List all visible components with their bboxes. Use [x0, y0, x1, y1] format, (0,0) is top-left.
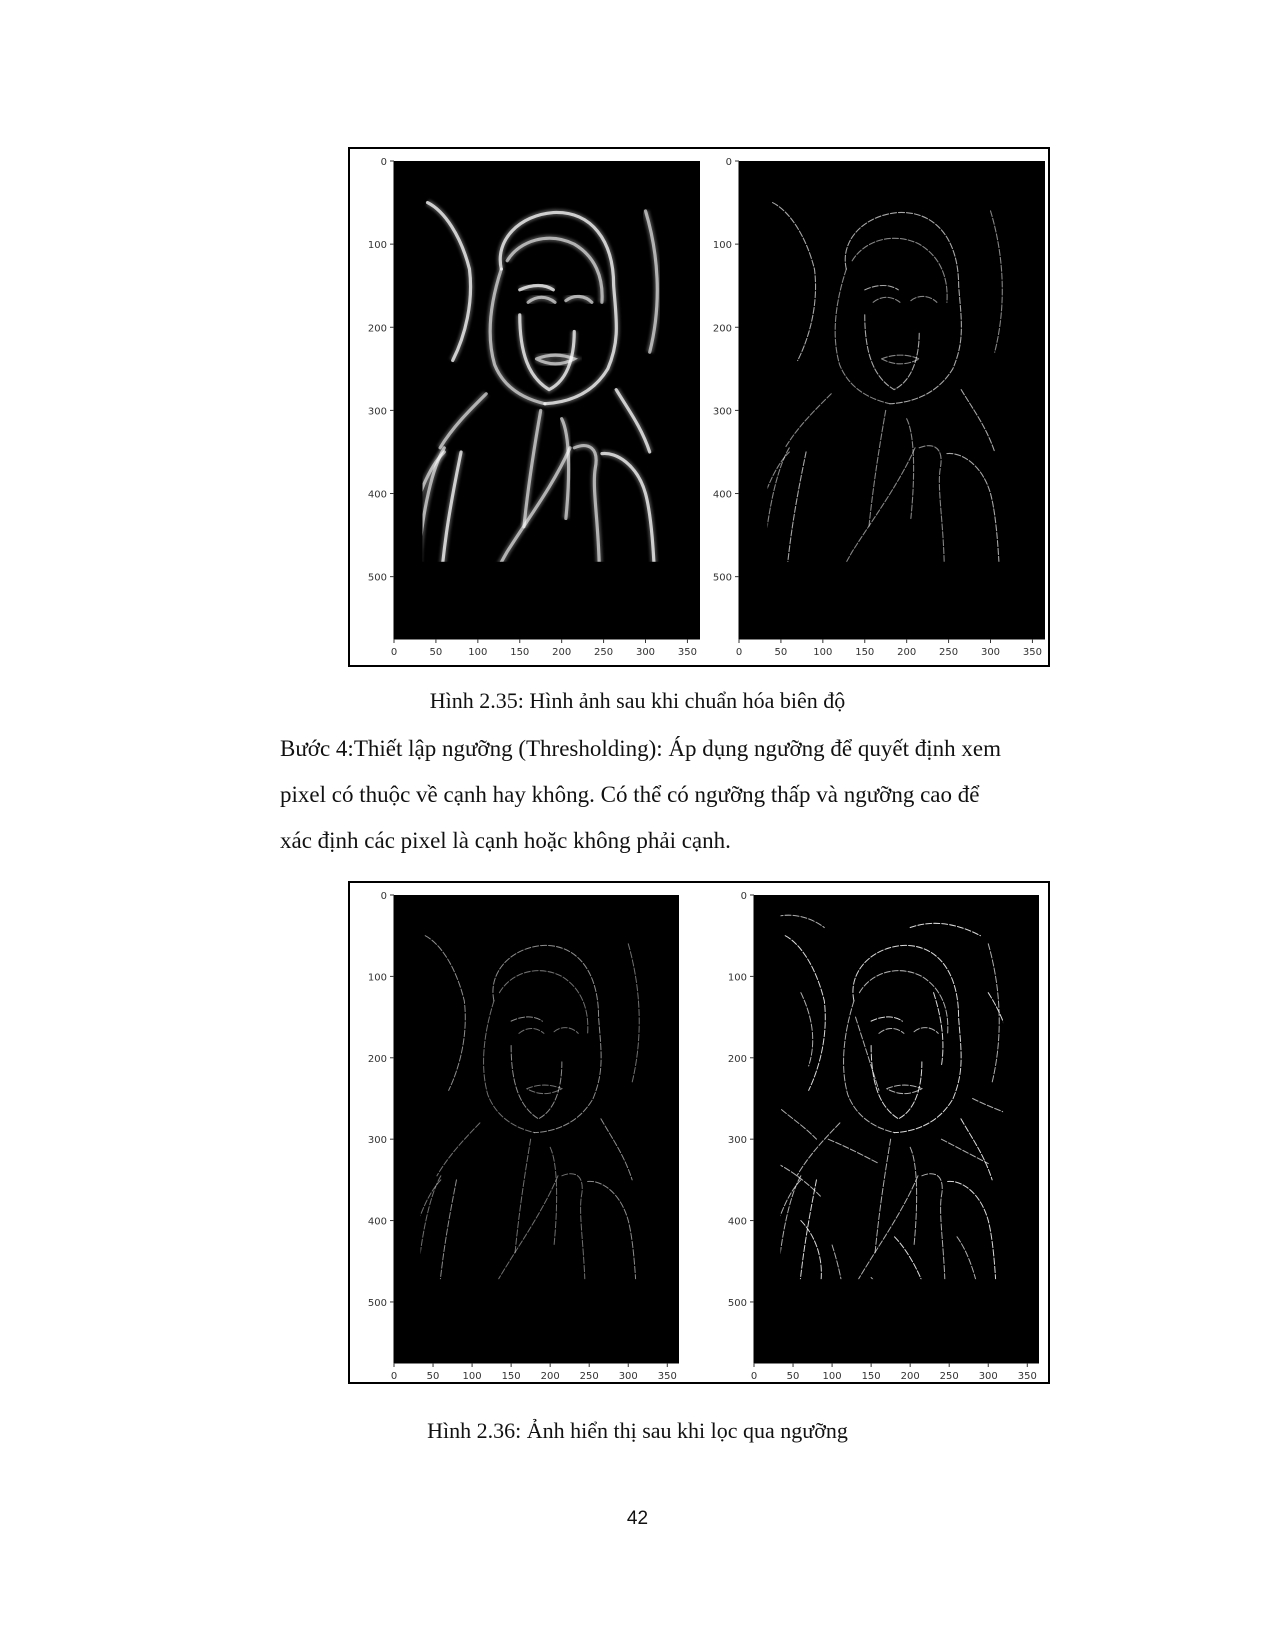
x-tick-label: 250: [939, 647, 959, 658]
image-area: [754, 895, 1039, 1363]
x-tick-label: 150: [510, 647, 530, 658]
x-tick-label: 250: [579, 1371, 599, 1382]
page-number: 42: [626, 1508, 649, 1529]
y-tick-label: 500: [367, 572, 387, 584]
non-max-suppressed-plot: [705, 157, 1059, 663]
y-tick-label: 400: [727, 1216, 747, 1228]
figure-2-36-left-panel: [360, 891, 693, 1387]
x-tick-label: 300: [980, 647, 1001, 658]
x-tick-label: 0: [390, 647, 398, 658]
y-tick-label: 100: [727, 972, 747, 984]
x-tick-label: 300: [635, 647, 656, 658]
y-tick-label: 100: [367, 240, 387, 252]
x-tick-label: 0: [750, 1371, 758, 1382]
x-tick-label: 0: [390, 1371, 398, 1382]
figure-2-35-right-panel: [705, 157, 1059, 663]
x-tick-label: 100: [462, 1371, 482, 1382]
x-tick-label: 350: [1017, 1371, 1037, 1382]
x-tick-label: 250: [939, 1371, 959, 1382]
threshold-high-plot: [720, 891, 1053, 1387]
y-tick-label: 500: [727, 1297, 747, 1309]
y-tick-label: 400: [712, 489, 732, 501]
y-tick-label: 100: [712, 240, 732, 252]
figure-2-36-caption: Hình 2.36: Ảnh hiển thị sau khi lọc qua ngưỡng: [427, 1418, 848, 1443]
x-tick-label: 100: [468, 647, 488, 658]
x-tick-label: 350: [657, 1371, 677, 1382]
figure-2-35: [348, 147, 1050, 667]
figure-2-35-left-panel: [360, 157, 714, 663]
paragraph-line-2: pixel có thuộc về cạnh hay không. Có thể có ngưỡng thấp và ngưỡng cao để: [280, 782, 980, 807]
image-area: [739, 161, 1045, 639]
x-tick-label: 100: [813, 647, 833, 658]
y-tick-label: 0: [725, 157, 732, 168]
y-tick-label: 400: [367, 1216, 387, 1228]
x-tick-label: 50: [429, 647, 443, 658]
y-tick-label: 300: [712, 406, 732, 418]
figure-2-36: [348, 881, 1050, 1384]
y-tick-label: 500: [712, 572, 732, 584]
x-tick-label: 200: [552, 647, 572, 658]
x-tick-label: 50: [786, 1371, 800, 1382]
x-tick-label: 150: [501, 1371, 521, 1382]
body-paragraph: [280, 726, 1118, 864]
y-tick-label: 500: [367, 1297, 387, 1309]
y-tick-label: 200: [367, 1053, 387, 1065]
paragraph-line-3: xác định các pixel là cạnh hoặc không phải cạnh.: [280, 828, 731, 853]
y-tick-label: 200: [712, 323, 732, 335]
image-area: [394, 895, 679, 1363]
y-tick-label: 200: [727, 1053, 747, 1065]
y-tick-label: 0: [380, 891, 387, 902]
x-tick-label: 200: [897, 647, 917, 658]
figure-2-36-right-panel: [720, 891, 1053, 1387]
x-tick-label: 100: [822, 1371, 842, 1382]
figure-2-35-caption: Hình 2.35: Hình ảnh sau khi chuẩn hóa biên độ: [429, 688, 846, 713]
y-tick-label: 200: [367, 323, 387, 335]
y-tick-label: 400: [367, 489, 387, 501]
y-tick-label: 0: [740, 891, 747, 902]
y-tick-label: 300: [367, 406, 387, 418]
x-tick-label: 150: [861, 1371, 881, 1382]
x-tick-label: 150: [855, 647, 875, 658]
x-tick-label: 250: [594, 647, 614, 658]
x-tick-label: 50: [774, 647, 788, 658]
paragraph-line-1: Bước 4:Thiết lập ngưỡng (Thresholding): Áp dụng ngưỡng để quyết định xem: [280, 736, 1001, 761]
y-tick-label: 0: [380, 157, 387, 168]
x-tick-label: 350: [1022, 647, 1042, 658]
x-tick-label: 50: [426, 1371, 440, 1382]
x-tick-label: 300: [618, 1371, 638, 1382]
y-tick-label: 300: [727, 1135, 747, 1147]
x-tick-label: 0: [735, 647, 743, 658]
y-tick-label: 100: [367, 972, 387, 984]
x-tick-label: 200: [900, 1371, 920, 1382]
x-tick-label: 200: [540, 1371, 560, 1382]
x-tick-label: 300: [978, 1371, 998, 1382]
magnitude-normalized-plot: [360, 157, 714, 663]
x-tick-label: 350: [677, 647, 697, 658]
threshold-low-plot: [360, 891, 693, 1387]
y-tick-label: 300: [367, 1135, 387, 1147]
